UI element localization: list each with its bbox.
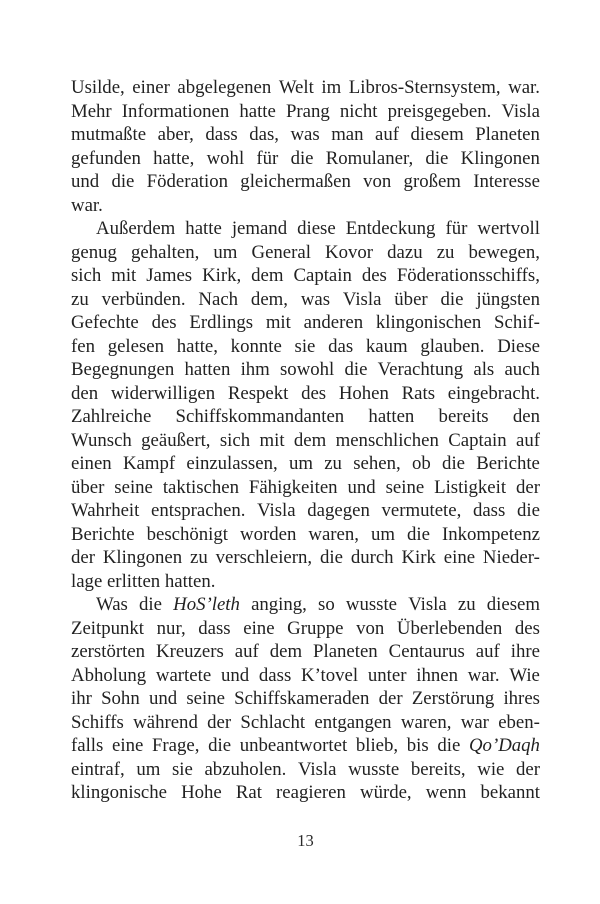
word: seine (114, 476, 153, 498)
word: ihm (240, 359, 270, 380)
word: nicht (339, 100, 378, 122)
word: diesem (486, 594, 540, 615)
word: Hohen (338, 382, 389, 404)
text-line (71, 664, 540, 688)
word: sowohl (280, 359, 335, 380)
word: großem (403, 171, 461, 192)
word: bereits, (410, 758, 466, 780)
word: gefunden (71, 147, 141, 169)
word: Nach (198, 288, 239, 310)
word: waren, (308, 523, 359, 545)
word: Frage, (151, 735, 200, 756)
text-line (71, 452, 540, 476)
word: die (290, 147, 314, 169)
word: mit (111, 265, 137, 286)
word: als (473, 359, 495, 380)
word: so (318, 594, 335, 615)
word: Informationen (121, 100, 230, 122)
word: klingonische (71, 782, 167, 803)
word: mutmaßte (71, 124, 147, 145)
word: wusste (345, 594, 398, 615)
word: Captain (448, 429, 507, 451)
word: Schiffs (71, 711, 124, 733)
word: bis (406, 735, 429, 756)
word: Diese (497, 335, 540, 357)
word: bewegen, (468, 241, 540, 263)
text-line (71, 288, 540, 312)
text-line (71, 734, 540, 758)
word: Rats (401, 382, 435, 404)
word: sehen, (353, 453, 401, 474)
word: Planeten (313, 641, 378, 662)
word: Captain (293, 265, 352, 286)
word: um (136, 758, 161, 780)
word: was (290, 124, 320, 145)
word: einen (71, 453, 112, 474)
word: für (445, 218, 468, 239)
word: unbeantwortet (239, 735, 348, 756)
word: auf (475, 641, 500, 662)
word: Schiffskommandanten (175, 406, 345, 427)
word: den (71, 382, 99, 404)
word: um (288, 453, 313, 474)
word: ihres (503, 688, 540, 709)
word: dem (251, 265, 284, 286)
italic-word: HoS’leth (173, 594, 240, 615)
text: war. (71, 194, 103, 216)
word: Respekt (227, 382, 289, 404)
word: James (146, 265, 193, 286)
text-line (71, 499, 540, 523)
word: Centaurus (388, 641, 465, 662)
word: die (442, 453, 465, 474)
word: der (516, 758, 540, 780)
word: Entdeckung (345, 218, 436, 239)
word: um (213, 241, 238, 263)
text-line (71, 711, 540, 735)
word: zu (457, 594, 476, 615)
word: eingebracht. (447, 382, 540, 404)
word: Hohe (181, 782, 222, 803)
word: der (71, 547, 95, 568)
word: taktischen (162, 476, 239, 498)
word: entsprachen. (151, 500, 246, 521)
text-line (71, 429, 540, 453)
word: Schlacht (240, 711, 306, 733)
word: ob (411, 453, 431, 474)
word: wusste (348, 758, 400, 780)
word: war (460, 711, 489, 733)
word: und (148, 688, 178, 709)
word: anging, (251, 594, 307, 615)
word: eintraf, (71, 758, 125, 780)
word: unter (367, 664, 407, 686)
text-line (71, 100, 540, 124)
word: im (321, 77, 342, 98)
word: Visla (257, 500, 296, 521)
word: wohl (206, 147, 245, 169)
word: hatte (185, 218, 222, 239)
word: Außerdem (96, 218, 176, 239)
page-number: 13 (297, 831, 314, 850)
word: sich (219, 429, 251, 451)
word: Kirk (401, 547, 436, 568)
word: würde, (360, 782, 412, 803)
word: der (378, 688, 403, 709)
word: blieb, (355, 735, 399, 756)
word: das, (249, 124, 279, 145)
word: der (207, 711, 232, 733)
word: waren, (400, 711, 452, 733)
page-text (71, 76, 540, 805)
word: anderen (303, 312, 364, 333)
word: Prang (285, 100, 330, 122)
word: Fähigkeiten (248, 476, 338, 498)
word: dass (198, 617, 231, 639)
word: eben- (498, 711, 540, 733)
word: Zahlreiche (71, 406, 152, 427)
word: zerstörten (71, 641, 146, 662)
word: worden (240, 523, 297, 545)
word: diese (297, 218, 336, 239)
word: seine (385, 476, 425, 498)
word: Berichte (71, 523, 135, 545)
word: ihr (71, 688, 92, 709)
word: Verachtung (377, 359, 464, 380)
word: General (251, 241, 311, 263)
word: während (133, 711, 198, 733)
word: Gruppe (287, 617, 344, 639)
word: Interesse (473, 171, 540, 192)
word: des (151, 312, 177, 333)
text-line (71, 382, 540, 406)
word: gleichermaßen (240, 171, 351, 192)
word: des (514, 617, 540, 639)
word: Kampf (122, 453, 176, 474)
word: Visla (297, 758, 337, 780)
word: zu (190, 547, 208, 568)
word: hatte (239, 100, 276, 122)
word: geäußert, (141, 429, 211, 451)
word: zu (71, 288, 89, 310)
word: das (328, 335, 354, 357)
text-line (71, 687, 540, 711)
word: Romulaner, (325, 147, 414, 169)
word: Welt (278, 77, 314, 98)
word: auf (375, 124, 400, 145)
word: diesem (410, 124, 464, 145)
word: Was (96, 594, 128, 615)
word: die (111, 171, 135, 192)
text-line (71, 147, 540, 171)
word: von (363, 171, 392, 192)
word: die (208, 735, 232, 756)
word: wenn (425, 782, 467, 803)
word: Klingonen (102, 547, 183, 568)
word: die (437, 735, 461, 756)
word: zu (324, 453, 342, 474)
word: gehalten, (131, 241, 200, 263)
word: ihre (510, 641, 540, 662)
word: dagegen (307, 500, 370, 521)
text-line (71, 241, 540, 265)
word: auf (234, 641, 259, 662)
word: wertvoll (477, 218, 540, 239)
word: dem (269, 641, 303, 662)
word: Sohn (101, 688, 140, 709)
text-line (71, 758, 540, 782)
word: die (440, 288, 464, 310)
word: gelesen (107, 335, 165, 357)
word: Kovor (325, 241, 374, 263)
word: jemand (231, 218, 288, 239)
word: des (301, 382, 327, 404)
text-line (71, 570, 540, 594)
word: Mehr (71, 100, 112, 122)
word: war. (467, 664, 500, 686)
text-line (71, 311, 540, 335)
word: was (300, 288, 331, 310)
word: aber, (157, 124, 194, 145)
word: Visla (342, 288, 382, 310)
word: Berichte (476, 453, 540, 474)
italic-word: Qo’Daqh (468, 735, 540, 756)
word: Kirk, (202, 265, 242, 286)
word: Wie (509, 664, 540, 686)
word: Libros-Sternsystem, (348, 77, 501, 98)
word: die (344, 359, 368, 380)
word: beschönigt (146, 523, 229, 545)
word: jüngsten (476, 288, 540, 310)
word: hatten (184, 359, 231, 380)
word: den (512, 406, 540, 427)
word: eine (112, 735, 144, 756)
word: glauben. (420, 335, 485, 357)
text-line (71, 640, 540, 664)
text-line (71, 358, 540, 382)
word: Planeten (475, 124, 540, 145)
word: falls (71, 735, 104, 756)
text-line (71, 335, 540, 359)
word: die (139, 594, 162, 615)
word: hatte, (153, 147, 195, 169)
text-line (71, 523, 540, 547)
word: die (425, 147, 449, 169)
word: Begegnungen (71, 359, 175, 380)
word: dass (205, 124, 238, 145)
word: Kreuzers (156, 641, 224, 662)
text-line (71, 123, 540, 147)
word: Visla (501, 100, 540, 122)
word: bekannt (480, 782, 540, 803)
word: abgelegenen (177, 77, 272, 98)
word: Listigkeit (434, 476, 507, 498)
word: wie (477, 758, 505, 780)
word: genug (71, 241, 117, 263)
text-line (71, 405, 540, 429)
word: Klingonen (460, 147, 540, 169)
text-line (71, 217, 540, 241)
word: bereits (438, 406, 489, 427)
word: auf (516, 429, 540, 451)
word: ihnen (416, 664, 458, 686)
text: lage erlitten hatten. (71, 570, 216, 592)
word: Inkompetenz (441, 523, 540, 545)
word: auch (504, 359, 540, 380)
word: die (406, 523, 430, 545)
word: seine (186, 688, 225, 709)
word: und (220, 664, 250, 686)
word: Wahrheit (71, 500, 140, 521)
word: sie (171, 758, 193, 780)
word: Visla (408, 594, 447, 615)
word: Zerstörung (411, 688, 495, 709)
word: der (516, 476, 540, 498)
word: Zeitpunkt (71, 617, 145, 639)
word: hatten (368, 406, 415, 427)
word: Überlebenden (396, 617, 503, 639)
word: eine (443, 547, 476, 568)
word: Föderation (146, 171, 229, 192)
word: K’tovel (301, 664, 359, 686)
word: verbünden. (101, 288, 186, 310)
word: durch (350, 547, 394, 568)
word: Usilde, (71, 77, 125, 98)
word: für (256, 147, 279, 169)
text-line (71, 476, 540, 500)
word: Wunsch (71, 429, 132, 451)
word: Föderationsschiffs, (396, 265, 540, 286)
word: Schiffskameraden (234, 688, 370, 709)
word: reagieren (276, 782, 346, 803)
word: die (319, 547, 343, 568)
word: hatte, (176, 335, 218, 357)
word: fen (71, 335, 95, 357)
word: abzuholen. (204, 758, 287, 780)
text-line (71, 264, 540, 288)
word: nur, (156, 617, 186, 639)
word: klingonischen (375, 312, 482, 333)
word: einzulassen, (186, 453, 278, 474)
word: sie (294, 335, 316, 357)
text-line (71, 617, 540, 641)
word: Gefechte (71, 312, 139, 333)
word: Nieder- (482, 547, 540, 568)
word: dazu (387, 241, 423, 263)
word: dem (293, 429, 327, 451)
word: des (361, 265, 387, 286)
word: war. (508, 77, 540, 98)
word: um (370, 523, 395, 545)
word: und (71, 171, 100, 192)
word: über (71, 476, 105, 498)
text-line (71, 76, 540, 100)
word: Abholung (71, 664, 147, 686)
word: zu (436, 241, 455, 263)
text-line (71, 546, 540, 570)
word: Schif- (494, 312, 540, 333)
word: widerwilligen (110, 382, 216, 404)
word: verschleiern, (215, 547, 313, 568)
word: einer (132, 77, 170, 98)
word: von (356, 617, 385, 639)
word: über (394, 288, 428, 310)
word: preisgegeben. (387, 100, 492, 122)
word: mit (265, 312, 291, 333)
word: konnte (230, 335, 282, 357)
word: dass (472, 500, 506, 521)
word: entgangen (314, 711, 392, 733)
word: eine (243, 617, 275, 639)
word: man (331, 124, 364, 145)
word: wartete (155, 664, 212, 686)
word: dem, (250, 288, 288, 310)
word: mit (259, 429, 285, 451)
word: die (516, 500, 540, 521)
word: Erdlings (189, 312, 254, 333)
word: Rat (235, 782, 262, 803)
text-line (71, 170, 540, 194)
word: sich (71, 265, 102, 286)
text-line (71, 781, 540, 805)
text-line (71, 593, 540, 617)
word: und (347, 476, 376, 498)
word: kaum (365, 335, 408, 357)
word: dass (258, 664, 292, 686)
text-line (71, 194, 540, 218)
word: vermutete, (381, 500, 462, 521)
word: menschlichen (335, 429, 439, 451)
